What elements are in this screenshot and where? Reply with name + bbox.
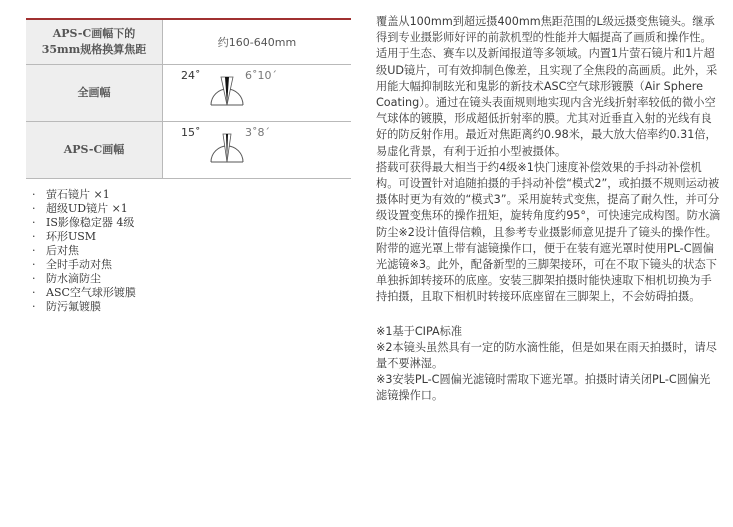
description-paragraph-2: 搭载可获得最大相当于约4级※1快门速度补偿效果的手抖动补偿机构。可设置针对追随拍摄的手抖动补偿“模式2”，或拍摄不规则运动被摄体时更为有效的“模式3”。采用旋转式变焦，提高了耐久性，并可分级设置变焦环的操作扭矩，旋转角度约95°，可快速完成构图。防水滴防尘※2设计值得信赖，且参考专业摄影师意见提升了镜头的操作性。附带的遮光罩上带有滤镜操作口，便于在装有遮光罩时使用PL-C圆偏光滤镜※3。此外，配备新型的三脚架接环，可在不取下镜头的状态下单独拆卸转接环的底座。安装三脚架拍摄时能快速取下相机切换为手持拍摄，且取下相机时转接环底座留在三脚架上，不会妨碍拍摄。 [376, 160, 721, 304]
spec-row-full-frame [26, 65, 351, 122]
list-item: · IS影像稳定器 4级 [32, 216, 135, 229]
list-item: · ASC空气球形镀膜 [32, 286, 136, 299]
spec-value-full-frame-angle [163, 65, 351, 121]
list-item: · 超级UD镜片 ×1 [32, 202, 128, 215]
list-item: · 防污氟镀膜 [32, 300, 101, 313]
footnote-1: ※1基于CIPA标准 [376, 324, 463, 338]
angle-of-view-diagram-icon [209, 130, 245, 166]
description-paragraph-1: 覆盖从100mm到超远摄400mm焦距范围的L级远摄变焦镜头。继承得到专业摄影师好评的前款机型的性能并大幅提高了画质和操作性。适用于生态、赛车以及新闻报道等多领域。内置1片萤石镜片和1片超级UD镜片，可有效抑制色像差，且实现了全焦段的高画质。此外，采用能大幅抑制眩光和鬼影的新技术ASC空气球形镀膜（Air Sphere Coating）。通过在镜头表面规则地实现内含光线折射率较低的微小空气球体的镀膜，形成超低折射率的膜。尤其对近垂直入射的光线有良好的防反射作用。最近对焦距离约0.98米，最大放大倍率约0.31倍，易虚化背景，有利于近拍小型被摄体。 [376, 15, 718, 158]
spec-header-aps-c-equivalent: APS-C画幅下的 35mm规格换算焦距 [26, 20, 163, 64]
angle-tele-aps-c: 3˚8´ [245, 126, 270, 139]
feature-list [32, 188, 136, 314]
footnotes [376, 324, 721, 405]
spec-value-focal-length: 约160-640mm [217, 36, 297, 49]
product-description [376, 14, 721, 405]
spec-header-aps-c: APS-C画幅 [26, 122, 163, 178]
list-item: · 全时手动对焦 [32, 258, 112, 271]
angle-tele-full-frame: 6˚10´ [245, 69, 277, 82]
list-item: · 萤石镜片 ×1 [32, 188, 110, 201]
list-item: · 环形USM [32, 230, 97, 243]
footnote-3: ※3安装PL-C圆偏光滤镜时需取下遮光罩。拍摄时请关闭PL-C圆偏光滤镜操作口。 [376, 373, 711, 403]
spec-header-full-frame: 全画幅 [26, 65, 163, 121]
angle-of-view-diagram-icon [209, 73, 245, 109]
spec-row-focal-length [26, 20, 351, 65]
list-item: · 后对焦 [32, 244, 79, 257]
footnote-2: ※2本镜头虽然具有一定的防水滴性能，但是如果在雨天拍摄时，请尽量不要淋湿。 [376, 340, 717, 371]
spec-table [26, 18, 351, 179]
angle-wide-aps-c: 15˚ [181, 126, 201, 139]
spec-value-aps-c-angle [163, 122, 351, 178]
angle-wide-full-frame: 24˚ [181, 69, 201, 82]
spec-row-aps-c [26, 122, 351, 179]
list-item: · 防水滴防尘 [32, 272, 101, 285]
